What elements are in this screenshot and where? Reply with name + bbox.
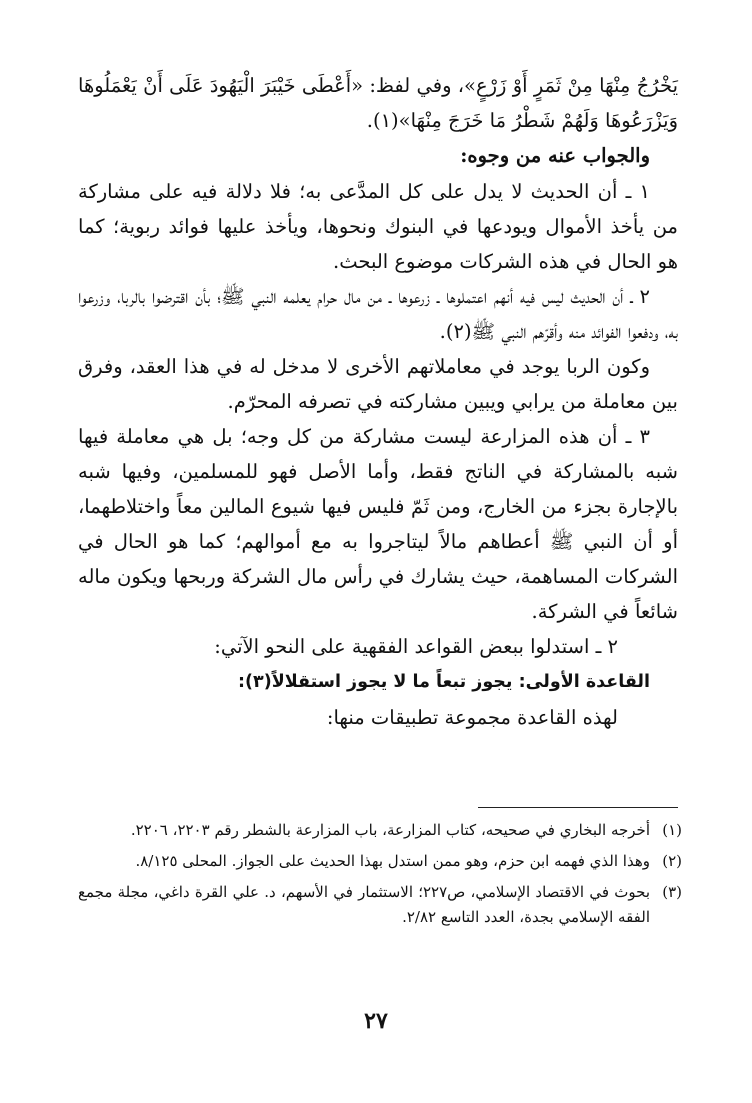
hadith-quote: يَخْرُجُ مِنْهَا مِنْ ثَمَرٍ أَوْ زَرْعٍ»، وفي لفظ: «أَعْطَى خَيْبَرَ الْيَهُودَ عَلَى أَنْ يَعْمَلُوهَا وَيَزْرَعُوهَا وَلَهُمْ شَطْرُ مَا خَرَجَ مِنْهَا»(١). (78, 74, 678, 132)
page-number: ٢٧ (364, 1008, 388, 1034)
rule-1-intro: لهذه القاعدة مجموعة تطبيقات منها: (326, 706, 618, 729)
answer-point-1: ١ ـ أن الحديث لا يدل على كل المدَّعى به؛ فلا دلالة فيه على مشاركة من يأخذ الأموال ويودعها في البنوك ونحوها، ويأخذ عليها فوائد ربوية؛ كما هو الحال في هذه الشركات موضوع البحث. (78, 180, 678, 273)
footnote-3 (78, 880, 682, 930)
answer-point-2-continued: وكون الربا يوجد في معاملاتهم الأخرى لا مدخل له في هذا العقد، وفرق بين معاملة من يرابي ويبين مشاركته في تصرفه المحرّم. (78, 355, 678, 413)
footnote-text: أخرجه البخاري في صحيحه، كتاب المزارعة، باب المزارعة بالشطر رقم ٢٢٠٣، ٢٢٠٦. (130, 821, 650, 839)
footnote-1 (78, 818, 682, 843)
argument-2: ٢ ـ استدلوا ببعض القواعد الفقهية على النحو الآتي: (214, 635, 618, 658)
page-body (78, 68, 678, 735)
footnote-number: (٣) (662, 883, 682, 901)
footnote-number: (١) (662, 821, 682, 839)
answer-heading: والجواب عنه من وجوه: (460, 144, 650, 167)
footnote-2 (78, 849, 682, 874)
answer-point-3: ٣ ـ أن هذه المزارعة ليست مشاركة من كل وجه؛ بل هي معاملة فيها شبه بالمشاركة في الناتج فقط، وأما الأصل فهو للمسلمين، وفيها شبه بالإجارة بجزء من الخارج، ومن ثَمّ فليس فيها شيوع المالين معاً واختلاطهما، أو أن النبي ﷺ أعطاهم مالاً ليتاجروا به مع أموالهم؛ كما هو الحال في الشركات المساهمة، حيث يشارك في رأس مال الشركة وربحها ويكون ماله شائعاً في الشركة. (78, 425, 678, 623)
rule-1-heading: القاعدة الأولى: يجوز تبعاً ما لا يجوز استقلالاً(٣): (238, 672, 650, 692)
footnote-text: بحوث في الاقتصاد الإسلامي، ص٢٢٧؛ الاستثمار في الأسهم، د. علي القرة داغي، مجلة مجمع الفقه الإسلامي بجدة، العدد التاسع ٢/٨٢. (78, 883, 650, 926)
footnote-number: (٢) (662, 852, 682, 870)
footnote-separator (478, 807, 678, 808)
footnote-text: وهذا الذي فهمه ابن حزم، وهو ممن استدل بهذا الحديث على الجواز. المحلى ٨/١٢٥. (135, 852, 650, 870)
footnotes (78, 818, 682, 936)
answer-point-2: ٢ ـ أن الحديث ليس فيه أنهم اعتملوها ـ زرعوها ـ من مال حرام يعلمه النبي ﷺ؛ بأن اقترضوا بالربا، وزرعوا به، ودفعوا الفوائد منه وأقرّهم النبي ﷺ(٢). (78, 285, 678, 343)
